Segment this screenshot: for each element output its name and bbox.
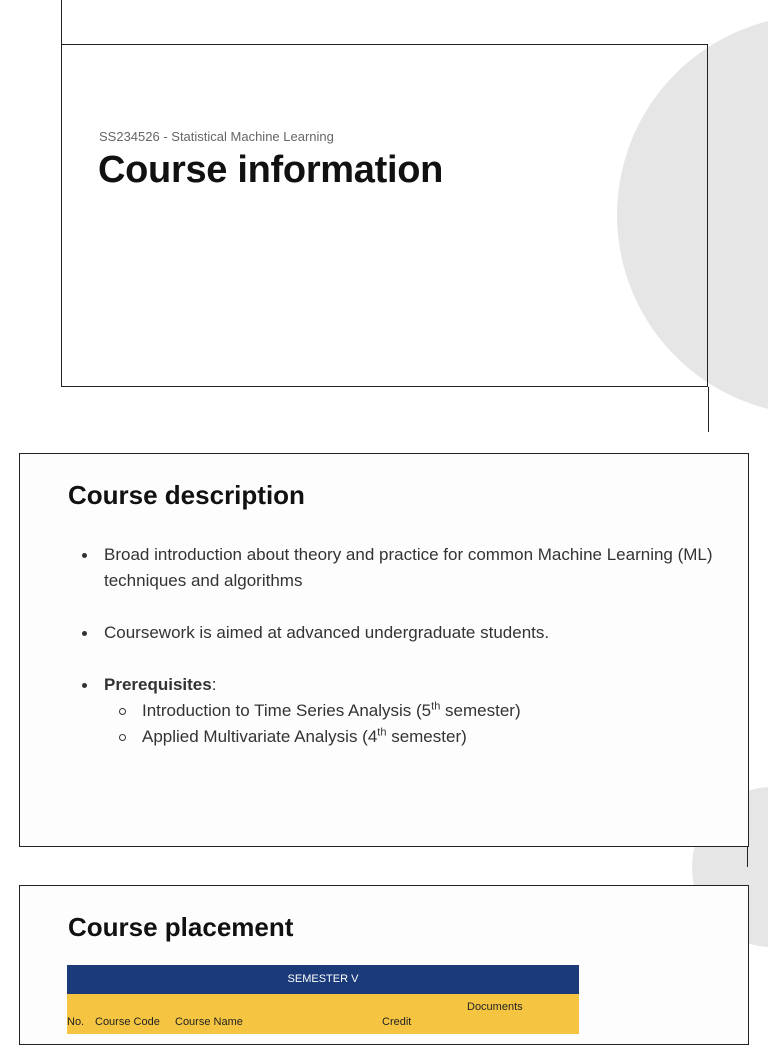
slide-title: Course placement (68, 912, 294, 942)
slide-course-placement (19, 885, 749, 1045)
prerequisites-label: Prerequisites (104, 675, 212, 694)
prerequisite-item: Introduction to Time Series Analysis (5th semester) (104, 698, 724, 724)
column-header: Course Code (95, 1016, 160, 1028)
course-subtitle: SS234526 - Statistical Machine Learning (99, 129, 334, 144)
slide-course-description (19, 453, 749, 847)
bullet-item: Coursework is aimed at advanced undergraduate students. (104, 620, 724, 646)
slide-course-information (61, 44, 708, 387)
column-header: Documents (467, 1001, 523, 1013)
decorative-line (61, 0, 62, 44)
decorative-line (747, 847, 748, 867)
slide-title: Course information (98, 149, 444, 191)
bullet-item-prerequisites: Prerequisites: (104, 672, 724, 698)
table-column-headers (67, 994, 579, 1034)
table-header: SEMESTER V (67, 965, 579, 994)
bullet-list (104, 542, 724, 750)
prerequisite-item: Applied Multivariate Analysis (4th semester) (104, 724, 724, 750)
column-header: Credit (382, 1016, 412, 1028)
column-header: No. (67, 1016, 85, 1028)
decorative-line (708, 387, 709, 432)
column-header: Course Name (175, 1016, 243, 1028)
slide-title: Course description (68, 480, 305, 510)
bullet-item: Broad introduction about theory and practice for common Machine Learning (ML) techniques and algorithms (104, 542, 724, 594)
